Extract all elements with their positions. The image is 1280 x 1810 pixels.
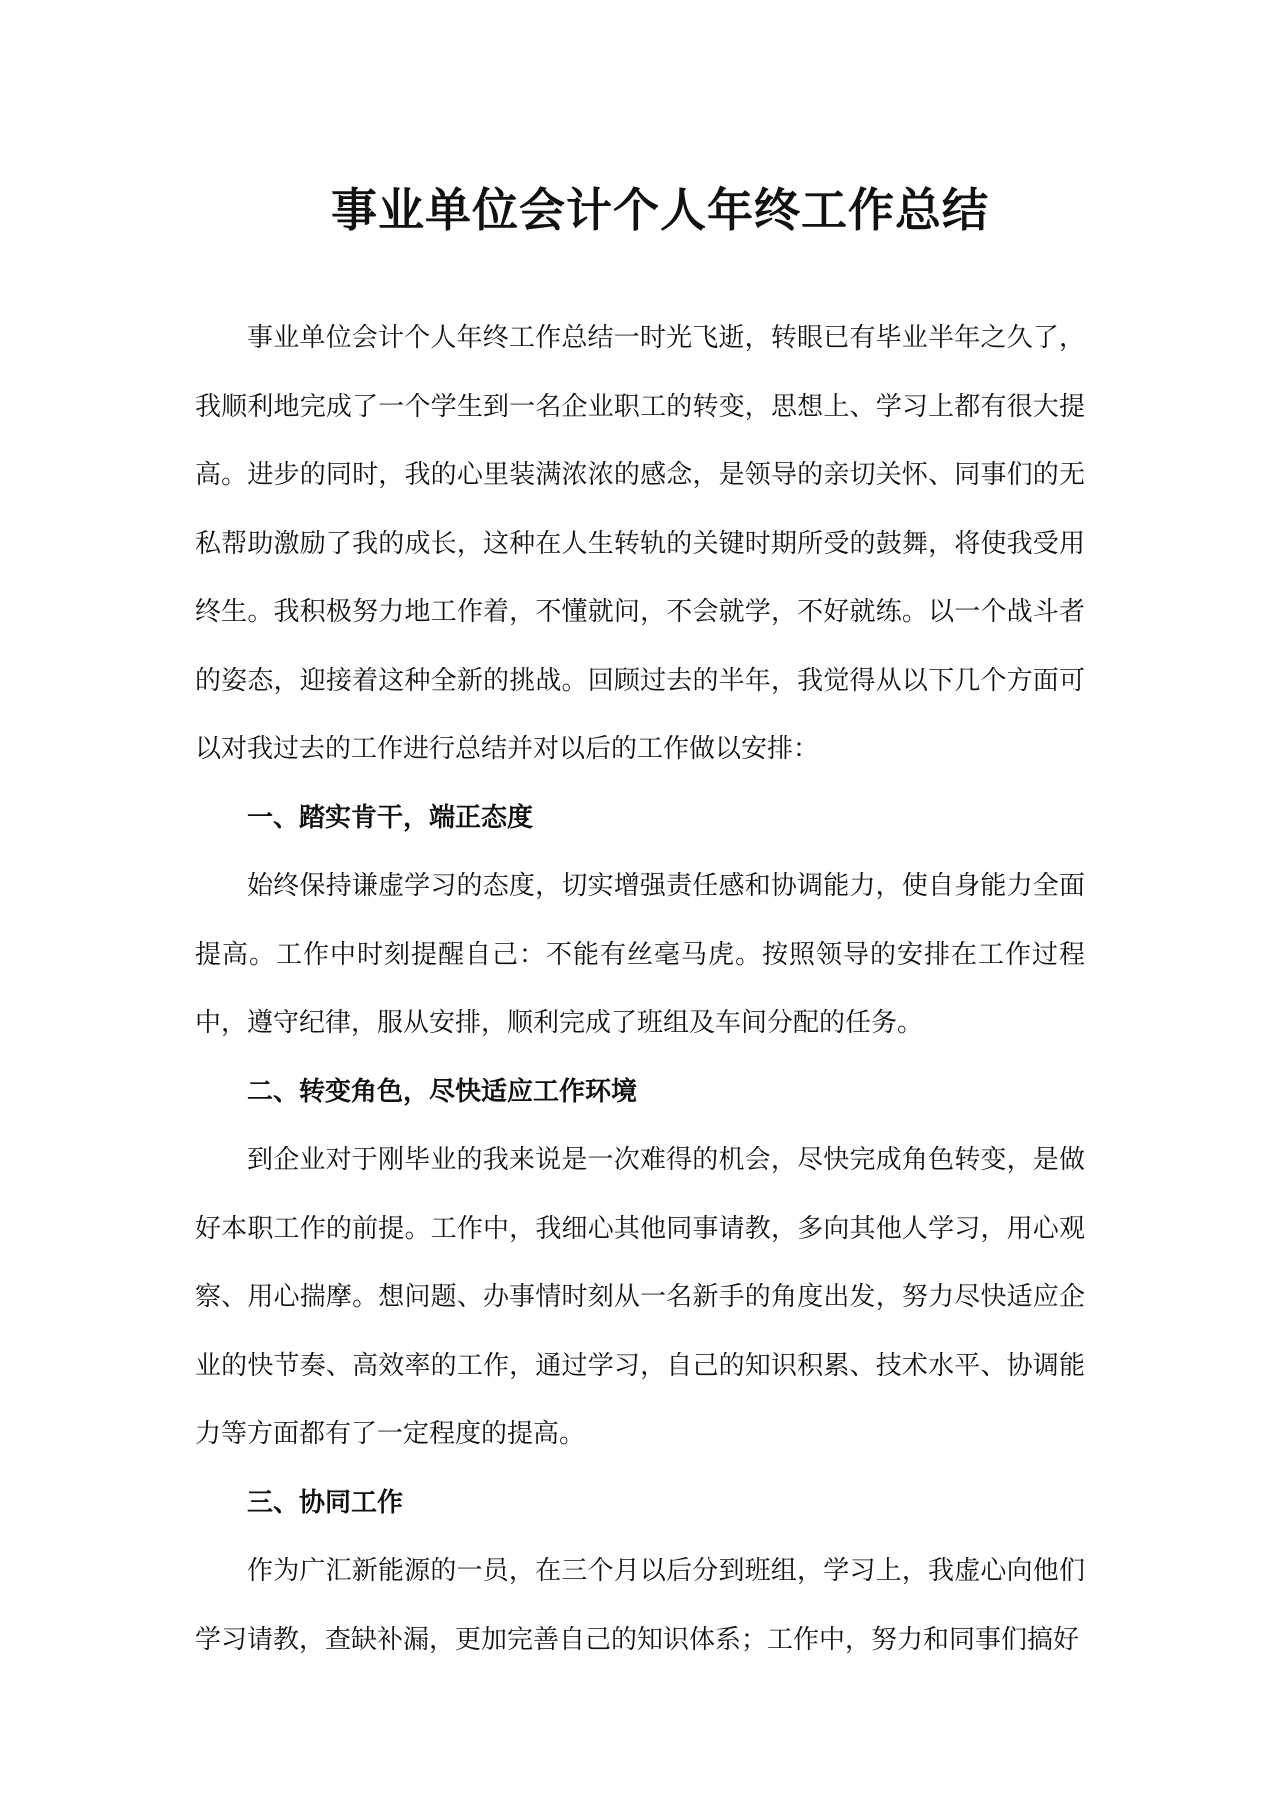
section-body-1: 始终保持谦虚学习的态度，切实增强责任感和协调能力，使自身能力全面提高。工作中时刻提醒自己：不能有丝毫马虎。按照领导的安排在工作过程中，遵守纪律，服从安排，顺利完成了班组及车间分配的任务。	[195, 871, 1085, 1038]
section-heading-1: 一、踏实肯干，端正态度	[247, 802, 534, 833]
intro-paragraph: 事业单位会计个人年终工作总结一时光飞逝，转眼已有毕业半年之久了，我顺利地完成了一个学生到一名企业职工的转变，思想上、学习上都有很大提高。进步的同时，我的心里装满浓浓的感念，是领导的亲切关怀、同事们的无私帮助激励了我的成长，这种在人生转轨的关键时期所受的鼓舞，将使我受用终生。我积极努力地工作着，不懂就问，不会就学，不好就练。以一个战斗者的姿态，迎接着这种全新的挑战。回顾过去的半年，我觉得从以下几个方面可以对我过去的工作进行总结并对以后的工作做以安排：	[195, 323, 1085, 764]
section-heading-2: 二、转变角色，尽快适应工作环境	[247, 1076, 638, 1107]
document-body	[195, 304, 1085, 1674]
section-body-3: 作为广汇新能源的一员，在三个月以后分到班组，学习上，我虚心向他们学习请教，查缺补漏，更加完善自己的知识体系；工作中，努力和同事们搞好	[195, 1556, 1085, 1655]
section-heading-3: 三、协同工作	[247, 1487, 404, 1518]
section-body-2: 到企业对于刚毕业的我来说是一次难得的机会，尽快完成角色转变，是做好本职工作的前提。工作中，我细心其他同事请教，多向其他人学习，用心观察、用心揣摩。想问题、办事情时刻从一名新手的角度出发，努力尽快适应企业的快节奏、高效率的工作，通过学习，自己的知识积累、技术水平、协调能力等方面都有了一定程度的提高。	[195, 1145, 1085, 1449]
document-title: 事业单位会计个人年终工作总结	[331, 183, 989, 237]
